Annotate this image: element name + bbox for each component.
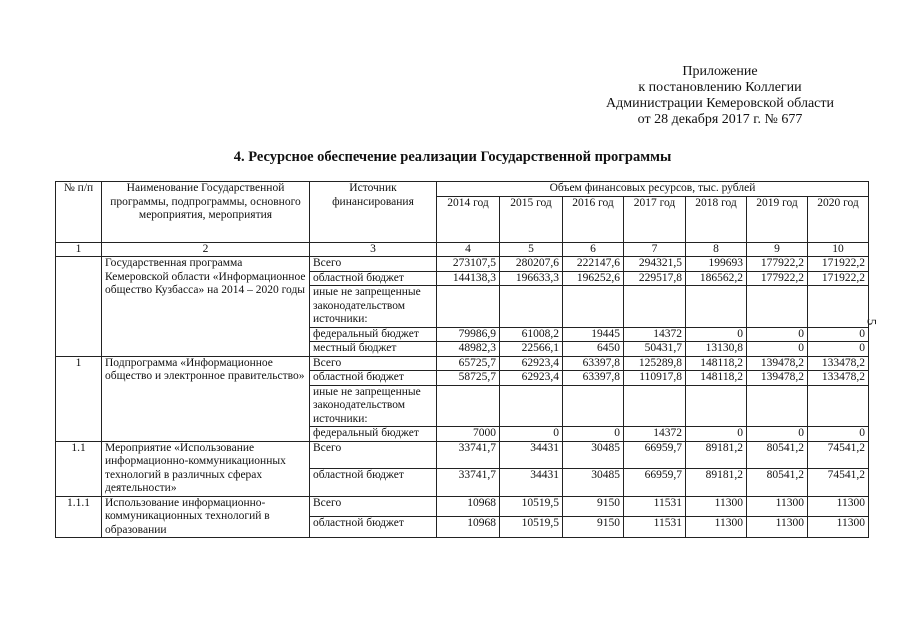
column-number: 3 — [310, 242, 437, 257]
row-value: 80541,2 — [747, 441, 808, 469]
column-number-row — [56, 242, 869, 257]
column-number: 7 — [624, 242, 686, 257]
table-body — [56, 182, 869, 538]
row-value: 177922,2 — [747, 271, 808, 286]
column-number: 4 — [437, 242, 500, 257]
row-value: 7000 — [437, 427, 500, 442]
row-value: 50431,7 — [624, 342, 686, 357]
row-value — [500, 286, 563, 328]
column-number: 2 — [102, 242, 310, 257]
row-source: Всего — [310, 257, 437, 272]
row-value: 0 — [747, 427, 808, 442]
row-source: областной бюджет — [310, 517, 437, 538]
row-source: иные не запрещенные законодательством источники: — [310, 385, 437, 427]
table-row — [56, 496, 869, 517]
column-number: 8 — [686, 242, 747, 257]
row-value: 186562,2 — [686, 271, 747, 286]
row-value — [563, 286, 624, 328]
header-volume: Объем финансовых ресурсов, тыс. рублей — [437, 182, 869, 197]
row-value: 148118,2 — [686, 356, 747, 371]
row-value: 74541,2 — [808, 441, 869, 469]
row-value: 0 — [747, 327, 808, 342]
row-value: 61008,2 — [500, 327, 563, 342]
row-value: 273107,5 — [437, 257, 500, 272]
row-value: 62923,4 — [500, 371, 563, 386]
document-title: 4. Ресурсное обеспечение реализации Государственной программы — [233, 149, 672, 165]
row-source: федеральный бюджет — [310, 327, 437, 342]
row-value: 74541,2 — [808, 469, 869, 497]
row-number: 1.1 — [56, 441, 102, 496]
row-value: 10519,5 — [500, 517, 563, 538]
row-value: 0 — [500, 427, 563, 442]
row-value: 229517,8 — [624, 271, 686, 286]
row-value: 110917,8 — [624, 371, 686, 386]
row-value: 89181,2 — [686, 441, 747, 469]
table-row — [56, 257, 869, 272]
header-year: 2014 год — [437, 196, 500, 242]
row-value: 11300 — [686, 496, 747, 517]
row-source: иные не запрещенные законодательством источники: — [310, 286, 437, 328]
row-value: 34431 — [500, 469, 563, 497]
row-value: 222147,6 — [563, 257, 624, 272]
header-source: Источник финансирования — [310, 182, 437, 243]
row-name: Использование информационно-коммуникационных технологий в образовании — [102, 496, 310, 538]
appendix-line: Администрации Кемеровской области — [606, 96, 834, 111]
row-value: 6450 — [563, 342, 624, 357]
row-value: 34431 — [500, 441, 563, 469]
row-value — [624, 385, 686, 427]
row-value: 19445 — [563, 327, 624, 342]
row-value — [437, 385, 500, 427]
row-value: 144138,3 — [437, 271, 500, 286]
row-value — [686, 385, 747, 427]
row-value: 196252,6 — [563, 271, 624, 286]
row-value: 11300 — [747, 517, 808, 538]
row-value: 89181,2 — [686, 469, 747, 497]
row-number: 1 — [56, 356, 102, 441]
column-number: 9 — [747, 242, 808, 257]
header-name: Наименование Государственной программы, подпрограммы, основного мероприятия, мероприятия — [102, 182, 310, 243]
row-value — [747, 286, 808, 328]
row-value: 171922,2 — [808, 257, 869, 272]
row-value: 58725,7 — [437, 371, 500, 386]
row-value — [686, 286, 747, 328]
row-value: 0 — [808, 327, 869, 342]
row-value: 79986,9 — [437, 327, 500, 342]
row-value: 125289,8 — [624, 356, 686, 371]
row-value: 280207,6 — [500, 257, 563, 272]
row-source: областной бюджет — [310, 371, 437, 386]
row-value: 199693 — [686, 257, 747, 272]
column-number: 6 — [563, 242, 624, 257]
row-value: 14372 — [624, 427, 686, 442]
row-source: Всего — [310, 496, 437, 517]
row-value: 148118,2 — [686, 371, 747, 386]
row-value: 30485 — [563, 469, 624, 497]
row-value: 11300 — [808, 496, 869, 517]
row-value: 139478,2 — [747, 356, 808, 371]
row-value: 22566,1 — [500, 342, 563, 357]
header-year: 2015 год — [500, 196, 563, 242]
row-value: 0 — [686, 427, 747, 442]
row-value: 66959,7 — [624, 441, 686, 469]
table-row — [56, 441, 869, 469]
row-value — [437, 286, 500, 328]
row-value: 13130,8 — [686, 342, 747, 357]
row-value — [808, 286, 869, 328]
header-row — [56, 182, 869, 197]
row-value — [624, 286, 686, 328]
row-source: Всего — [310, 441, 437, 469]
column-number: 1 — [56, 242, 102, 257]
row-value: 0 — [563, 427, 624, 442]
row-value: 171922,2 — [808, 271, 869, 286]
row-value: 30485 — [563, 441, 624, 469]
row-source: местный бюджет — [310, 342, 437, 357]
row-value: 294321,5 — [624, 257, 686, 272]
header-num: № п/п — [56, 182, 102, 243]
row-value: 62923,4 — [500, 356, 563, 371]
appendix-line: к постановлению Коллегии — [638, 80, 802, 95]
row-value: 9150 — [563, 496, 624, 517]
appendix-block — [540, 64, 900, 128]
row-value: 11531 — [624, 517, 686, 538]
row-value: 196633,3 — [500, 271, 563, 286]
row-value: 0 — [808, 427, 869, 442]
appendix-line: от 28 декабря 2017 г. № 677 — [637, 112, 803, 127]
header-year: 2020 год — [808, 196, 869, 242]
row-value: 65725,7 — [437, 356, 500, 371]
row-value: 33741,7 — [437, 469, 500, 497]
row-value — [500, 385, 563, 427]
row-number: 1.1.1 — [56, 496, 102, 538]
row-source: федеральный бюджет — [310, 427, 437, 442]
column-number: 5 — [500, 242, 563, 257]
row-value: 9150 — [563, 517, 624, 538]
row-number — [56, 257, 102, 357]
row-value: 11531 — [624, 496, 686, 517]
row-value: 63397,8 — [563, 356, 624, 371]
row-value: 10968 — [437, 496, 500, 517]
row-value: 139478,2 — [747, 371, 808, 386]
row-value: 10519,5 — [500, 496, 563, 517]
header-year: 2017 год — [624, 196, 686, 242]
row-source: областной бюджет — [310, 469, 437, 497]
row-value — [747, 385, 808, 427]
row-value: 0 — [808, 342, 869, 357]
page-number: 5 — [864, 318, 880, 326]
row-value: 133478,2 — [808, 356, 869, 371]
row-value: 11300 — [808, 517, 869, 538]
row-value: 33741,7 — [437, 441, 500, 469]
row-value: 0 — [747, 342, 808, 357]
row-value — [563, 385, 624, 427]
resource-table — [55, 181, 869, 538]
row-value: 0 — [686, 327, 747, 342]
row-value: 66959,7 — [624, 469, 686, 497]
row-name: Государственная программа Кемеровской области «Информационное общество Кузбасса» на 2014 – 2020 годы — [102, 257, 310, 357]
row-value: 11300 — [747, 496, 808, 517]
column-number: 10 — [808, 242, 869, 257]
header-year: 2019 год — [747, 196, 808, 242]
row-value: 14372 — [624, 327, 686, 342]
row-value — [808, 385, 869, 427]
row-value: 63397,8 — [563, 371, 624, 386]
row-value: 48982,3 — [437, 342, 500, 357]
row-value: 11300 — [686, 517, 747, 538]
row-value: 177922,2 — [747, 257, 808, 272]
row-name: Мероприятие «Использование информационно-коммуникационных технологий в различных сферах деятельности» — [102, 441, 310, 496]
row-value: 10968 — [437, 517, 500, 538]
row-value: 80541,2 — [747, 469, 808, 497]
row-name: Подпрограмма «Информационное общество и электронное правительство» — [102, 356, 310, 441]
row-value: 133478,2 — [808, 371, 869, 386]
header-year: 2018 год — [686, 196, 747, 242]
row-source: областной бюджет — [310, 271, 437, 286]
table-row — [56, 356, 869, 371]
appendix-line: Приложение — [682, 64, 758, 79]
row-source: Всего — [310, 356, 437, 371]
header-year: 2016 год — [563, 196, 624, 242]
